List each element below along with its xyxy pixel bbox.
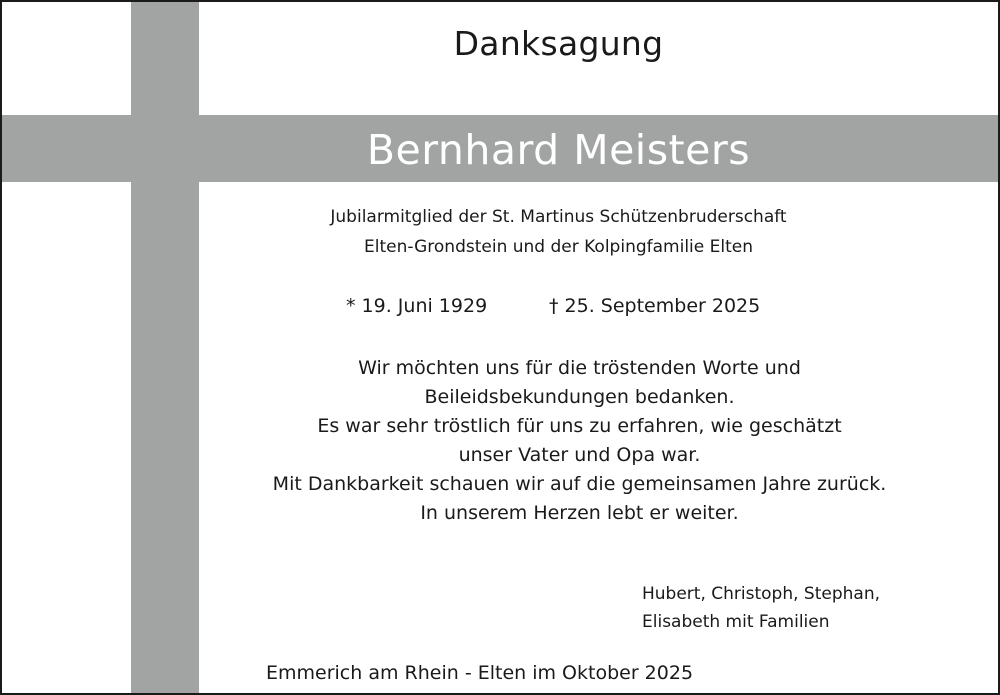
membership-line: Elten-Grondstein und der Kolpingfamilie Elten	[363, 237, 753, 257]
signature-line: Elisabeth mit Familien	[642, 612, 830, 632]
notice-heading: Danksagung	[453, 24, 664, 63]
family-signature	[642, 580, 880, 636]
place-and-date: Emmerich am Rhein - Elten im Oktober 2025	[266, 662, 694, 684]
message-line: Mit Dankbarkeit schauen wir auf die gemeinsamen Jahre zurück.	[272, 473, 887, 495]
birth-date: * 19. Juni 1929	[346, 295, 488, 317]
membership-text	[199, 202, 918, 262]
membership-line: Jubilarmitglied der St. Martinus Schützenbruderschaft	[330, 207, 787, 227]
thank-you-message	[199, 354, 960, 528]
message-line: In unserem Herzen lebt er weiter.	[420, 502, 739, 524]
message-line: Wir möchten uns für die tröstenden Worte und	[358, 357, 801, 379]
message-line: Beileidsbekundungen bedanken.	[424, 386, 735, 408]
message-line: Es war sehr tröstlich für uns zu erfahren, wie geschätzt	[317, 415, 842, 437]
cross-vertical-beam	[131, 2, 199, 695]
death-date: † 25. September 2025	[549, 295, 761, 317]
deceased-name: Bernhard Meisters	[366, 126, 751, 174]
signature-line: Hubert, Christoph, Stephan,	[642, 584, 880, 604]
message-line: unser Vater und Opa war.	[458, 444, 701, 466]
